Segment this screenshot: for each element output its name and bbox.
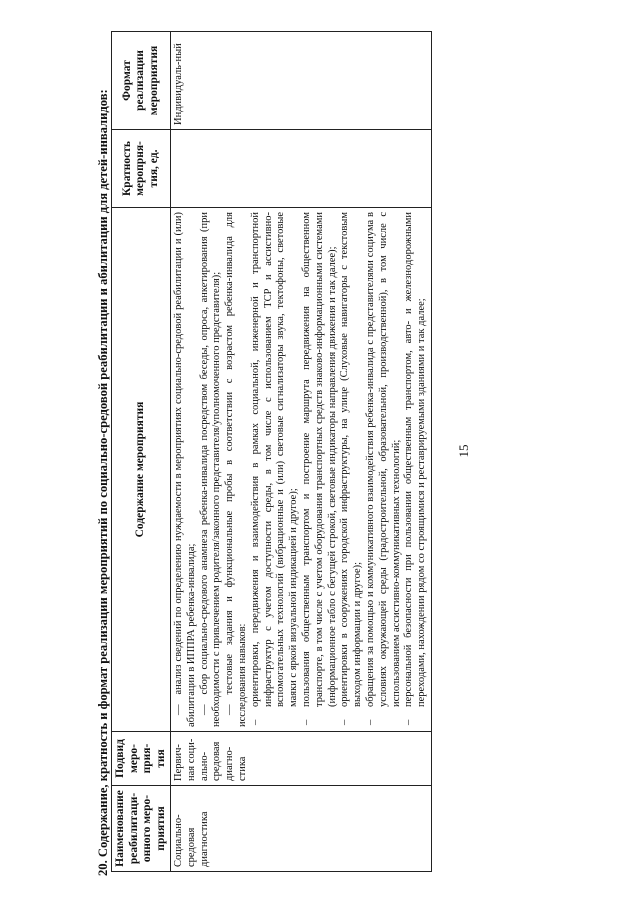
content-item-text: сбор социально-средового анамнеза ребенка-инвалида посредством беседы, опроса, анкетирования (при необходимости с привлечением родителя/законного представителя/уполномоченного представителя); [198, 212, 223, 727]
table-header-row [112, 32, 171, 872]
dash-marker: – [364, 719, 376, 725]
content-item-text: персональной безопасности при пользовании общественным транспортом, авто- и железнодорожными переходами, нахождении рядом со строящимися и реставрируемыми зданиями и так далее; [403, 212, 428, 707]
activity-format: Индивидуаль-ный [171, 32, 432, 130]
content-item [224, 212, 250, 727]
header-name: Наименование реабилитаци-онного меро-приятия [112, 786, 171, 872]
activities-table [111, 31, 432, 872]
content-item [173, 212, 199, 727]
page-number: 15 [456, 444, 471, 458]
dash-marker: — [173, 704, 184, 715]
content-item [250, 212, 301, 727]
table-row [171, 32, 432, 872]
header-content: Содержание мероприятия [112, 208, 171, 732]
content-item [301, 212, 339, 727]
content-item-text: анализ сведений по определению нуждаемости в мероприятиях социально-средовой реабилитации и (или) абилитации в ИППРА ребенка-инвалида; [173, 212, 197, 727]
dash-marker: – [249, 719, 261, 725]
header-frequency: Кратность меропрня-тия, ед. [112, 130, 171, 208]
content-item-text: ориентировки в сооружениях городской инфраструктуры, на улице (Слуховые навигаторы с текстовым выходом информации и другое); [339, 212, 364, 707]
content-item-text: пользования общественным транспортом и построение маршрута передвижения на общественном транспорте, в том числе с учетом оборудования транспортных средств знаково-информационными системами (информационное табло с бегущей строкой, световые индикаторы направления движения и так далее); [300, 212, 338, 707]
activity-name: Социально-средовая диагностика [171, 786, 432, 872]
content-item [403, 212, 429, 727]
content-item-text: обращения за помощью и коммуникативного взаимодействия ребенка-инвалида с представителями социума в условиях окружающей среды (градостроительной, образовательной, производственной), в том числе с использованием ассистивно-коммуникативных технологий; [364, 212, 402, 707]
activity-content [171, 208, 432, 732]
content-item [199, 212, 225, 727]
content-item [365, 212, 403, 727]
header-format: Формат реализации мероприятия [112, 32, 171, 130]
content-item-text: тестовые задания и функциональные пробы в соответствии с возрастом ребенка-инвалида для исследования навыков: [224, 212, 248, 727]
dash-marker: — [198, 704, 210, 715]
content-item-text: ориентировки, передвижения и взаимодействия в рамках социальной, инженерной и транспортной инфраструктур с учетом доступности среды, в том числе с использованием ТСР и ассистивно-вспомогательных технологий (вибрационные и (или) световые сигнализаторы звука, тектофоны, световые маяки с яркой визуальной индикацией и другое); [249, 212, 300, 707]
activity-frequency [171, 130, 432, 208]
dash-marker: – [300, 719, 312, 725]
content-item [339, 212, 365, 727]
dash-marker: — [224, 704, 236, 715]
section-heading: 20. Содержание, кратность и формат реализации мероприятий по социально-средовой реабилитации и абилитации для детей-инвалидов: [96, 89, 110, 876]
dash-marker: – [339, 719, 351, 725]
activity-subtype: Первич-ная соци-ально-средовая диагно-стика [171, 732, 432, 786]
header-subtype: Подвид меро-прия-тия [112, 732, 171, 786]
dash-marker: – [403, 719, 415, 725]
content-list [173, 212, 429, 727]
